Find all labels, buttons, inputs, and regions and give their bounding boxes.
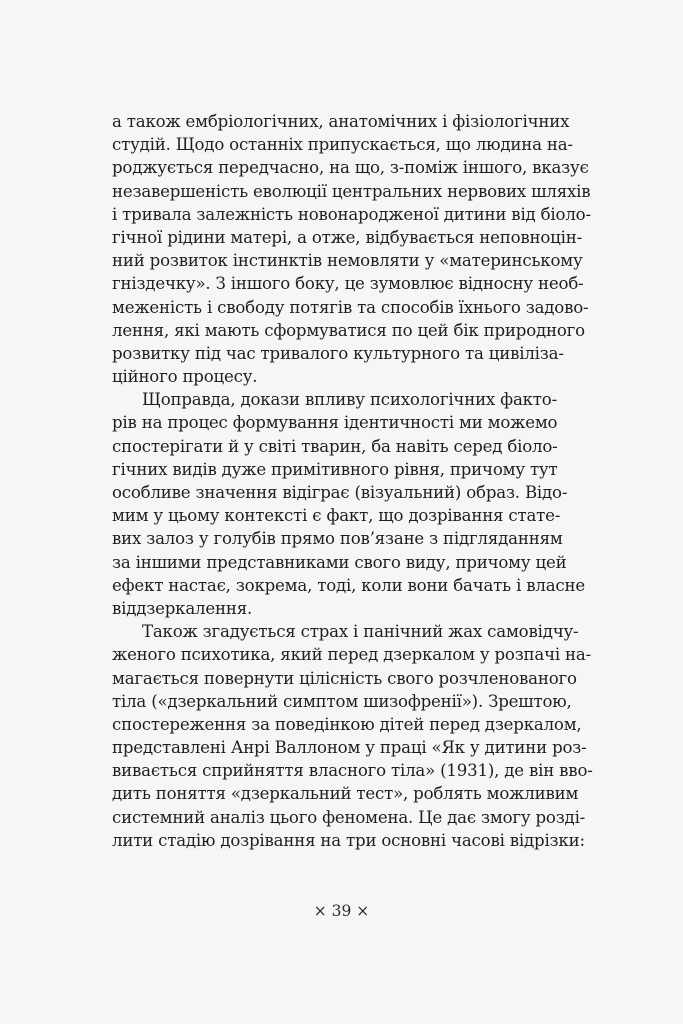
text-line: за іншими представниками свого виду, причому цей xyxy=(112,552,567,572)
text-line: вих залоз у голубів прямо пов’язане з підгляданням xyxy=(112,529,563,549)
text-line: системний аналіз цього феномена. Це дає змогу розді- xyxy=(112,807,586,827)
text-line: лити стадію дозрівання на три основні часові відрізки: xyxy=(112,830,585,850)
page-number: × 39 × xyxy=(313,902,370,920)
text-line: гічних видів дуже примітивного рівня, причому тут xyxy=(112,459,558,479)
text-line: розвитку під час тривалого культурного та цивіліза- xyxy=(112,343,564,363)
text-line: студій. Щодо останніх припускається, що людина на- xyxy=(112,135,573,155)
text-line: дить поняття «дзеркальний тест», роблять можливим xyxy=(112,784,579,804)
text-line: спостерігати й у світі тварин, ба навіть серед біоло- xyxy=(112,436,558,456)
text-line: магається повернути цілісність свого розчленованого xyxy=(112,668,577,688)
paragraph xyxy=(112,620,593,852)
text-line: рів на процес формування ідентичності ми можемо xyxy=(112,413,558,433)
text-line: Щоправда, докази впливу психологічних факто- xyxy=(142,390,557,410)
text-line: ний розвиток інстинктів немовляти у «материнському xyxy=(112,251,583,271)
text-line: а також ембріологічних, анатомічних і фізіологічних xyxy=(112,112,570,131)
text-line: особливе значення відіграє (візуальний) образ. Відо- xyxy=(112,483,568,502)
text-line: гічної рідини матері, а отже, відбувається неповноцін- xyxy=(112,227,583,247)
text-line: ційного процесу. xyxy=(112,367,258,387)
text-line: ефект настає, зокрема, тоді, коли вони бачать і власне xyxy=(112,575,585,595)
text-line: Також згадується страх і панічний жах самовідчу- xyxy=(142,622,579,642)
text-line: женого психотика, який перед дзеркалом у розпачі на- xyxy=(112,645,592,665)
text-line: спостереження за поведінкою дітей перед дзеркалом, xyxy=(112,714,582,734)
text-line: представлені Анрі Валлоном у праці «Як у дитини роз- xyxy=(112,738,587,758)
text-line: незавершеність еволюції центральних нервових шляхів xyxy=(112,181,591,201)
text-line: мим у цьому контексті є факт, що дозрівання стате- xyxy=(112,506,561,526)
text-line: роджується передчасно, на що, з-поміж іншого, вказує xyxy=(112,158,589,178)
text-line: і тривала залежність новонародженої дитини від біоло- xyxy=(112,204,591,224)
text-line: меженість і свободу потягів та способів їхнього задово- xyxy=(112,297,589,317)
paragraph xyxy=(112,110,591,388)
text-line: лення, які мають сформуватися по цей бік природного xyxy=(112,320,585,340)
body-text xyxy=(112,110,593,852)
text-line: вивається сприйняття власного тіла» (1931), де він вво- xyxy=(112,761,593,781)
text-line: тіла («дзеркальний симптом шизофренії»). Зрештою, xyxy=(112,691,572,711)
text-line: гніздечку». З іншого боку, це зумовлює відносну необ- xyxy=(112,274,584,294)
text-line: віддзеркалення. xyxy=(112,598,253,618)
paragraph xyxy=(112,388,585,620)
